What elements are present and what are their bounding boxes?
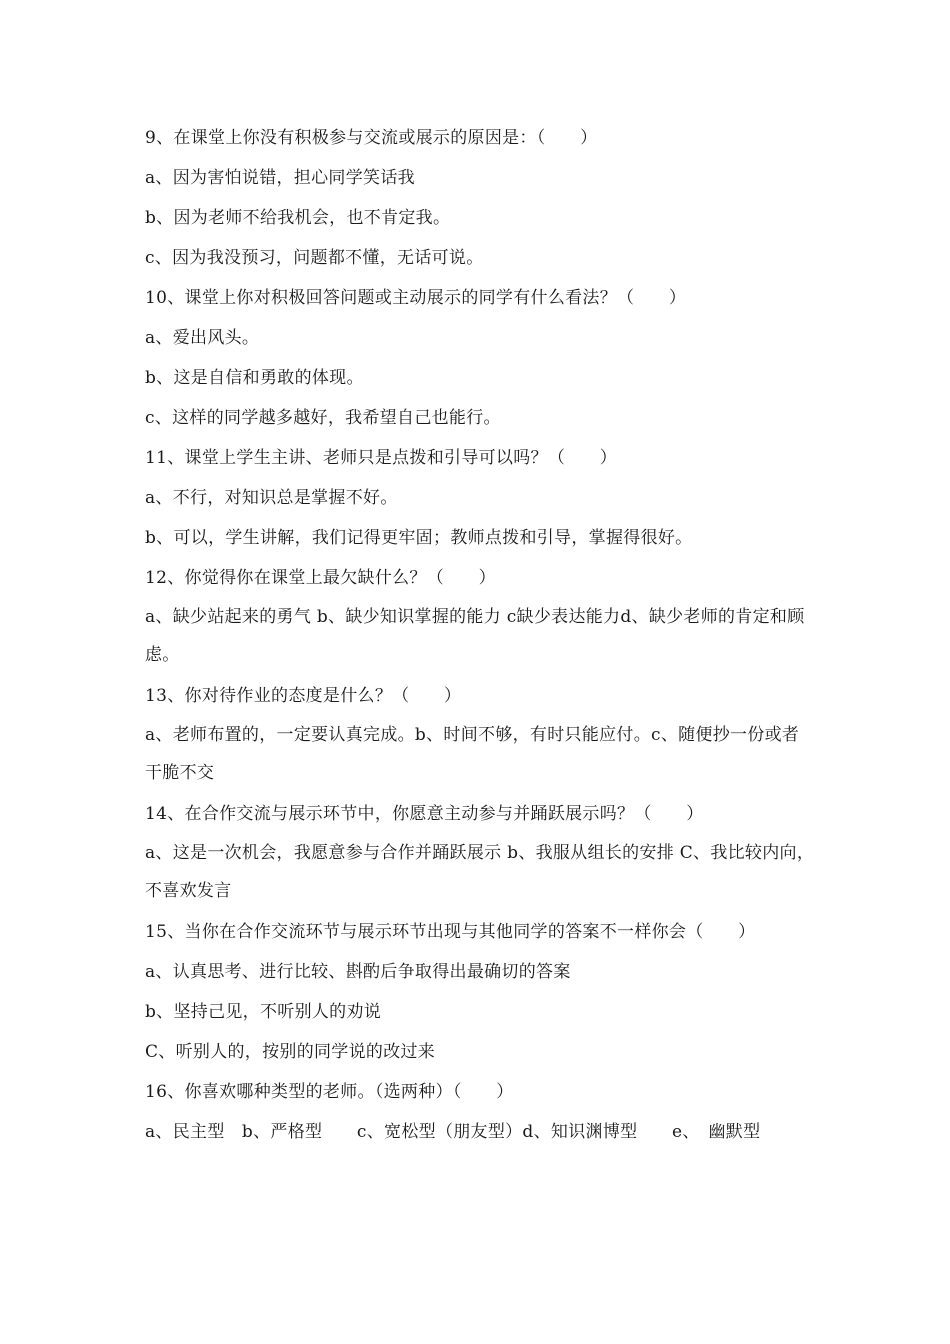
option-15b: b、坚持己见，不听别人的劝说 bbox=[145, 1002, 382, 1022]
question-12: 12、你觉得你在课堂上最欠缺什么？（ ） bbox=[145, 568, 496, 588]
question-13: 13、你对待作业的态度是什么？（ ） bbox=[145, 686, 462, 706]
option-9c: c、因为我没预习，问题都不懂，无话可说。 bbox=[145, 248, 484, 268]
options-14: a、这是一次机会，我愿意参与合作并踊跃展示 b、我服从组长的安排 C、我比较内向，不喜欢发言 bbox=[145, 843, 815, 901]
option-11a: a、不行，对知识总是掌握不好。 bbox=[145, 488, 398, 508]
question-14: 14、在合作交流与展示环节中，你愿意主动参与并踊跃展示吗？（ ） bbox=[145, 804, 704, 824]
question-9: 9、在课堂上你没有积极参与交流或展示的原因是：（ ） bbox=[145, 128, 598, 148]
option-10a: a、爱出风头。 bbox=[145, 328, 260, 348]
option-15c: C、听别人的，按别的同学说的改过来 bbox=[145, 1042, 436, 1062]
option-11b: b、可以，学生讲解，我们记得更牢固；教师点拨和引导，掌握得很好。 bbox=[145, 528, 693, 548]
option-9a: a、因为害怕说错，担心同学笑话我 bbox=[145, 168, 415, 188]
option-9b: b、因为老师不给我机会，也不肯定我。 bbox=[145, 208, 451, 228]
questionnaire-page bbox=[145, 118, 815, 1152]
option-15a: a、认真思考、进行比较、斟酌后争取得出最确切的答案 bbox=[145, 962, 571, 982]
options-16: a、民主型 b、严格型 c、宽松型（朋友型）d、知识渊博型 e、 幽默型 bbox=[145, 1122, 761, 1142]
question-16: 16、你喜欢哪种类型的老师。（选两种）（ ） bbox=[145, 1082, 514, 1102]
options-12: a、缺少站起来的勇气 b、缺少知识掌握的能力 c缺少表达能力d、缺少老师的肯定和顾虑。 bbox=[145, 607, 805, 665]
option-10b: b、这是自信和勇敢的体现。 bbox=[145, 368, 364, 388]
question-10: 10、课堂上你对积极回答问题或主动展示的同学有什么看法？（ ） bbox=[145, 288, 687, 308]
question-15: 15、当你在合作交流环节与展示环节出现与其他同学的答案不一样你会（ ） bbox=[145, 922, 756, 942]
question-11: 11、课堂上学生主讲、老师只是点拨和引导可以吗？（ ） bbox=[145, 448, 618, 468]
options-13: a、老师布置的，一定要认真完成。b、时间不够，有时只能应付。c、随便抄一份或者干脆不交 bbox=[145, 725, 800, 783]
option-10c: c、这样的同学越多越好，我希望自己也能行。 bbox=[145, 408, 501, 428]
